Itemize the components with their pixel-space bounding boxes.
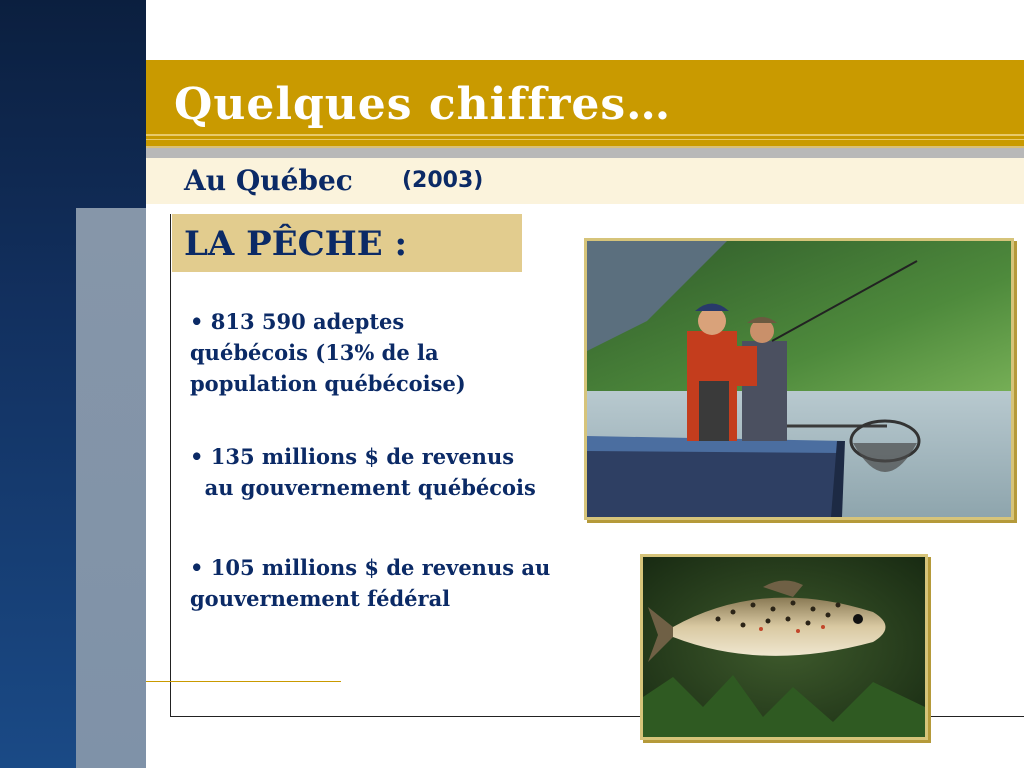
bullet-line: • 813 590 adeptes xyxy=(190,309,405,334)
section-title: LA PÊCHE : xyxy=(184,224,408,264)
bullet-line: • 105 millions $ de revenus au xyxy=(190,555,551,580)
bullet-line: québécois (13% de la xyxy=(190,340,439,365)
fishing-boat-photo-svg xyxy=(587,241,1011,517)
trout-photo xyxy=(640,554,928,740)
title-bar-rule xyxy=(146,134,1024,136)
subtitle-year: (2003) xyxy=(402,168,484,193)
gold-rule xyxy=(146,681,341,682)
bullet-line: population québécoise) xyxy=(190,371,466,396)
bullet-revenus-federal xyxy=(190,552,610,614)
slide-subtitle: Au Québec xyxy=(184,164,353,197)
bullet-line: gouvernement fédéral xyxy=(190,586,451,611)
bullet-revenus-quebec xyxy=(190,441,590,503)
title-bar-rule-thin xyxy=(146,139,1024,140)
bullet-line: au gouvernement québécois xyxy=(190,475,536,500)
bullet-adeptes xyxy=(190,306,560,399)
fishing-boat-photo xyxy=(584,238,1014,520)
bullet-line: • 135 millions $ de revenus xyxy=(190,444,515,469)
title-underbar xyxy=(146,146,1024,158)
left-gray-accent xyxy=(76,208,146,768)
content-frame-left xyxy=(170,214,171,716)
trout-photo-svg xyxy=(643,557,925,737)
slide-title: Quelques chiffres… xyxy=(174,79,672,130)
